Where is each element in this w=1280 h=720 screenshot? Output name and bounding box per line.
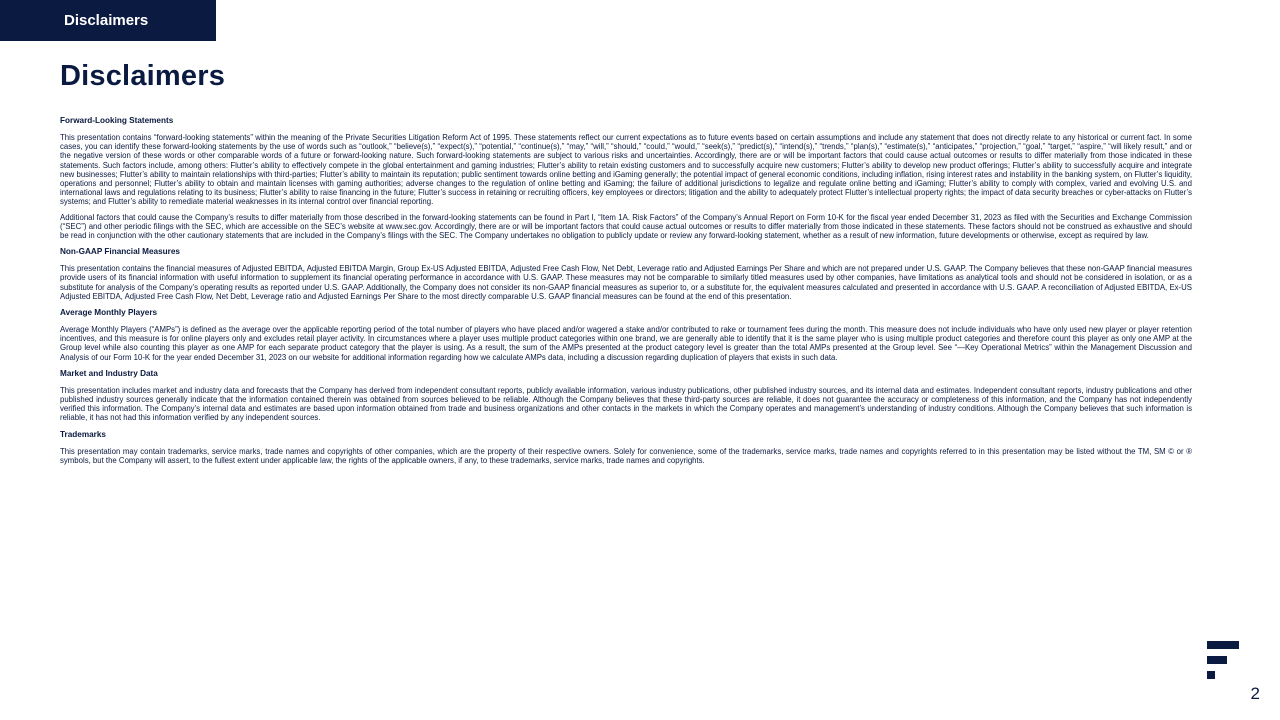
paragraph: Additional factors that could cause the Company’s results to differ materially from those described in the forward-looking statements can be found in Part I, “Item 1A. Risk Factors” of the Company’s Annual Report on Form 10-K for the fiscal year ended December 31, 2023 as filed with the Securities and Exchange Commission (“SEC”) and other periodic filings with the SEC, which are accessible on the SEC’s website at www.sec.gov. Accordingly, there are or will be important factors that could cause actual outcomes or results to differ materially from those indicated in these statements. These factors should not be construed as exhaustive and should be read in conjunction with the other cautionary statements that are included in the Company’s filings with the SEC. The Company undertakes no obligation to publicly update or review any forward-looking statement, whether as a result of new information, future developments or otherwise, except as required by law. (60, 212, 1192, 241)
section-non-gaap (60, 246, 1192, 301)
paragraph: This presentation may contain trademarks, service marks, trade names and copyrights of other companies, which are the property of their respective owners. Solely for convenience, some of the trademarks, service marks, trade names and copyrights referred to in this presentation may be listed without the TM, SM © or ® symbols, but the Company will assert, to the fullest extent under applicable law, the rights of the applicable owners, if any, to these trademarks, service marks, trade names and copyrights. (60, 446, 1192, 465)
section-forward-looking (60, 115, 1192, 240)
section-heading: Market and Industry Data (60, 368, 158, 378)
page-number: 2 (1250, 684, 1260, 703)
section-heading: Non-GAAP Financial Measures (60, 247, 180, 257)
section-heading: Trademarks (60, 429, 106, 439)
section-tab-label: Disclaimers (64, 12, 149, 29)
section-trademarks (60, 429, 1192, 465)
paragraph: Average Monthly Players (“AMPs”) is defined as the average over the applicable reporting period of the total number of players who have placed and/or wagered a stake and/or contributed to rake or tournament fees during the month. This measure does not include individuals who have only used new player or player retention incentives, and this measure is for online players only and excludes retail player activity. In circumstances where a player uses multiple product categories within one brand, we are generally able to identify that it is the same player who is using multiple product categories and therefore count this player as only one AMP at the Group level while also counting this player as one AMP for each separate product category that the player is using. As a result, the sum of the AMPs presented at the product category level is greater than the total AMPs presented at the Group level. See “—Key Operational Metrics” within the Management Discussion and Analysis of our Form 10-K for the year ended December 31, 2023 on our website for additional information regarding how we calculate AMPs data, including a discussion regarding duplication of players that exists in such data. (60, 325, 1192, 362)
paragraph: This presentation contains the financial measures of Adjusted EBITDA, Adjusted EBITDA Margin, Group Ex-US Adjusted EBITDA, Adjusted Free Cash Flow, Net Debt, Leverage ratio and Adjusted Earnings Per Share and which are not prepared under U.S. GAAP. The Company believes that these non-GAAP financial measures provide users of its financial information with useful information to supplement its financial operating performance in accordance with U.S. GAAP. These measures may not be comparable to similarly titled measures used by other companies, have limitations as analytical tools and should not be considered in isolation, or as a substitute for analysis of the Company’s operating results as reported under U.S. GAAP. Additionally, the Company does not consider its non-GAAP financial measures as superior to, or a substitute for, the equivalent measures calculated and presented in accordance with U.S. GAAP. A reconciliation of Adjusted EBITDA, Ex-US Adjusted EBITDA, Adjusted Free Cash Flow, Net Debt, Leverage ratio and Adjusted Earnings Per Share to the most directly comparable U.S. GAAP financial measures can be found at the end of this presentation. (60, 264, 1192, 301)
section-tab (0, 0, 216, 41)
flutter-f-logo-icon (1207, 641, 1239, 679)
page-title: Disclaimers (60, 60, 226, 92)
paragraph: This presentation includes market and industry data and forecasts that the Company has derived from independent consultant reports, publicly available information, various industry publications, other published industry sources, and its internal data and estimates. Independent consultant reports, industry publications and other published industry sources generally indicate that the information contained therein was obtained from sources believed to be reliable. Although the Company believes that these third-party sources are reliable, it does not guarantee the accuracy or completeness of this information, and the Company has not independently verified this information. The Company’s internal data and estimates are based upon information obtained from trade and business organizations and other contacts in the markets in which the Company operates and management’s understanding of industry conditions. Although the Company believes that such information is reliable, it has not had this information verified by any independent sources. (60, 385, 1192, 423)
disclaimer-content (60, 115, 1192, 471)
section-amps (60, 307, 1192, 362)
section-heading: Forward-Looking Statements (60, 116, 174, 125)
paragraph: This presentation contains “forward-looking statements” within the meaning of the Private Securities Litigation Reform Act of 1995. These statements reflect our current expectations as to future events based on certain assumptions and include any statement that does not directly relate to any historical or current fact. In some cases, you can identify these forward-looking statements by the use of words such as “outlook,” “believe(s),” “expect(s),” “potential,” “continue(s),” “may,” “will,” “should,” “could,” “would,” “seek(s),” “predict(s),” “intend(s),” “trends,” “plan(s),” “estimate(s),” “anticipates,” “projection,” “goal,” “target,” “aspire,” “will likely result,” and or the negative version of these words or other comparable words of a future or forward-looking nature. Such forward-looking statements are subject to various risks and uncertainties. Accordingly, there are or will be important factors that could cause actual outcomes or results to differ materially from those indicated in these statements. Such factors include, among others: Flutter’s ability to effectively compete in the global entertainment and gaming industries; Flutter’s ability to retain existing customers and to successfully acquire new customers; Flutter’s ability to develop new product offerings; Flutter’s ability to successfully acquire and integrate new businesses; Flutter’s ability to maintain relationships with third-parties; Flutter’s ability to maintain its reputation; public sentiment towards online betting and iGaming generally; the potential impact of general economic conditions, including inflation, rising interest rates and instability in the banking system, on Flutter’s liquidity, operations and personnel; Flutter’s ability to obtain and maintain licenses with gaming authorities; adverse changes to the regulation of online betting and iGaming; the failure of additional jurisdictions to legalize and regulate online betting and iGaming; Flutter’s ability to comply with complex, varied and evolving U.S. and international laws and regulations relating to its business; Flutter’s ability to raise financing in the future; Flutter’s success in retaining or recruiting officers, key employees or directors; litigation and the ability to adequately protect Flutter’s intellectual property rights; the impact of data security breaches or cyber-attacks on Flutter’s systems; and Flutter’s ability to remediate material weaknesses in its internal control over financial reporting. (60, 133, 1192, 207)
section-market-data (60, 368, 1192, 423)
section-heading: Average Monthly Players (60, 308, 158, 318)
